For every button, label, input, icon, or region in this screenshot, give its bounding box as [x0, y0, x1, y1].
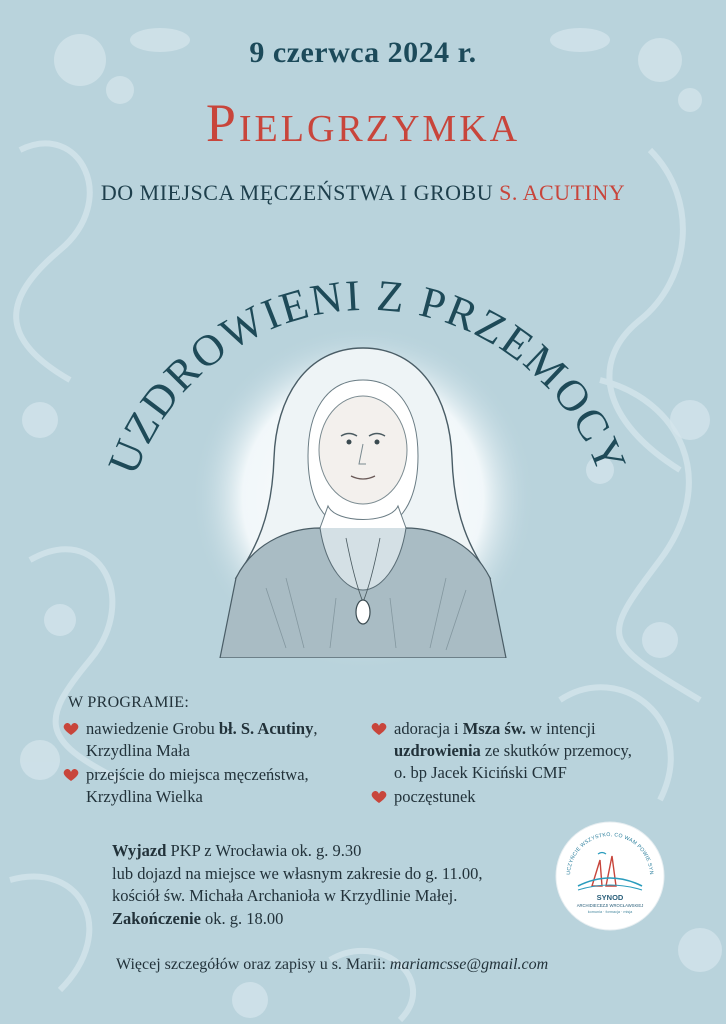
page-title: Pielgrzymka — [205, 93, 521, 153]
item-text: przejście do miejsca męczeństwa, — [86, 765, 309, 784]
item-text: Krzydlina Wielka — [86, 787, 203, 806]
list-item — [62, 764, 362, 808]
footer-email[interactable]: mariamcsse@gmail.com — [389, 956, 549, 973]
motto-text: UZDROWIENI Z PRZEMOCY — [98, 270, 637, 481]
subtitle — [0, 180, 726, 206]
footer-text: Więcej szczegółów oraz zapisy u s. Marii: — [116, 956, 390, 973]
logo-line1: ARCHIDIECEZJI WROCŁAWSKIEJ — [576, 903, 644, 908]
event-date: 9 czerwca 2024 r. — [249, 36, 477, 69]
list-item — [370, 718, 690, 784]
travel-text: kościół św. Michała Archanioła w Krzydlinie Małej. — [112, 886, 458, 905]
item-bold: uzdrowienia — [394, 741, 481, 760]
item-text: w intencji — [525, 719, 596, 738]
logo-name: SYNOD — [596, 893, 624, 902]
program-column-left — [62, 718, 362, 810]
item-bold: Msza św. — [462, 719, 526, 738]
travel-label: Wyjazd — [112, 841, 167, 860]
item-text: nawiedzenie Grobu — [86, 719, 219, 738]
synod-logo — [554, 820, 666, 932]
logo-arc-text: UCZYŃCIE WSZYSTKO, CO WAM POWIE SYN — [565, 831, 655, 876]
item-text: Krzydlina Mała — [86, 741, 191, 760]
logo-line2: komunia · formacja · misja — [587, 910, 633, 914]
footer-contact — [116, 956, 548, 974]
item-text: ze skutków przemocy, — [480, 741, 632, 760]
heart-bullet-icon — [370, 790, 388, 804]
heart-bullet-icon — [62, 768, 80, 782]
list-item — [370, 786, 690, 808]
subtitle-text: DO MIEJSCA MĘCZEŃSTWA I GROBU — [100, 180, 494, 205]
program-column-right — [370, 718, 690, 810]
heart-bullet-icon — [370, 722, 388, 736]
item-text: , — [313, 719, 318, 738]
heart-bullet-icon — [62, 722, 80, 736]
subtitle-name: S. ACUTINY — [499, 180, 626, 205]
program-heading: W PROGRAMIE: — [68, 694, 190, 711]
travel-text: lub dojazd na miejsce we własnym zakresie do g. 11.00, — [112, 863, 483, 883]
list-item — [62, 718, 362, 762]
item-text: poczęstunek — [394, 787, 476, 806]
travel-text: PKP z Wrocławia ok. g. 9.30 — [166, 841, 362, 860]
item-text: adoracja i — [394, 719, 463, 738]
item-text: o. bp Jacek Kiciński CMF — [394, 763, 567, 782]
travel-text: ok. g. 18.00 — [200, 908, 284, 928]
portrait-sister-acutina — [196, 328, 530, 658]
travel-info — [112, 840, 552, 930]
travel-label: Zakończenie — [112, 908, 201, 928]
item-bold: bł. S. Acutiny — [218, 719, 314, 738]
